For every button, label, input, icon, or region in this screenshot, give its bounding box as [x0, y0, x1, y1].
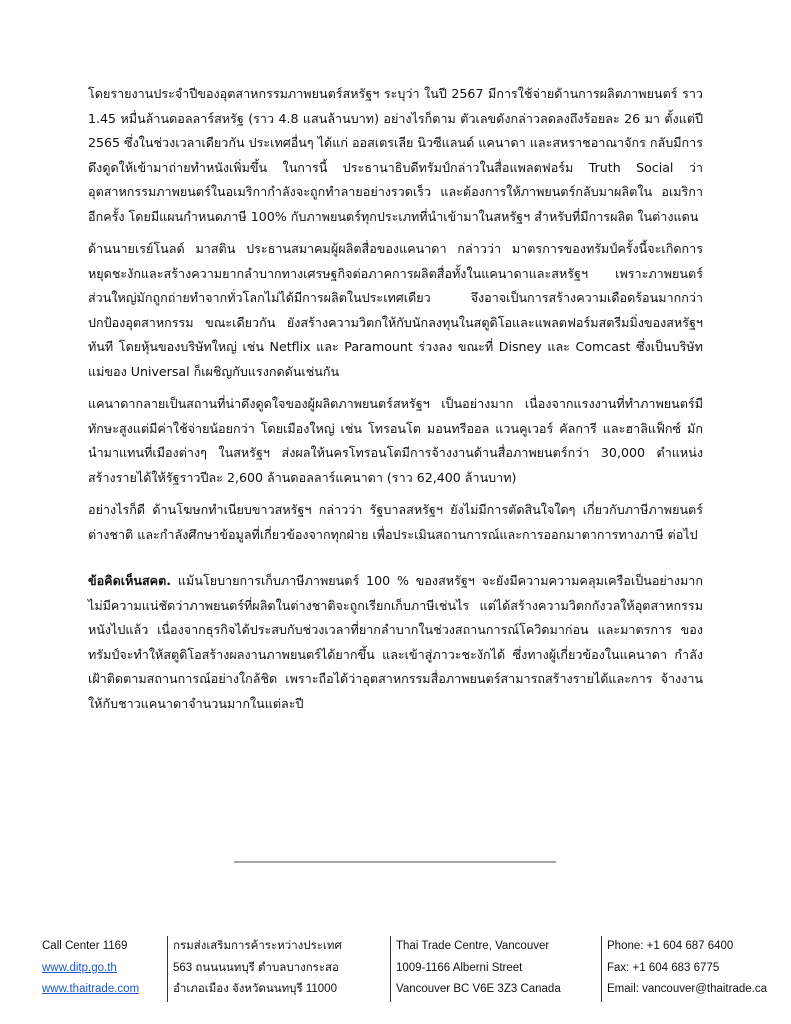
ditp-link[interactable]: www.ditp.go.th [42, 961, 117, 974]
section-divider [234, 861, 556, 863]
paragraph-3: แคนาดากลายเป็นสถานที่น่าดึงดูดใจของผู้ผลิตภาพยนตร์สหรัฐฯ เป็นอย่างมาก เนื่องจากแรงงานที่ทำภาพยนตร์มี ทักษะสูงแต่มีค่าใช้จ่ายน้อยกว่า โดยเมืองใหญ่ เช่น โทรอนโต มอนทรีออล แวนคูเวอร์ คัลการี และฮาลิแฟ็กซ์ มัก นำมาแทนที่เมืองต่างๆ ในสหรัฐฯ ส่งผลให้นครโทรอนโตมีการจ้างงานด้านสื่อภาพยนตร์กว่า 30,000 ตำแหน่ง สร้างรายได้ให้รัฐราวปีละ 2,600 ล้านดอลลาร์แคนาดา (ราว 62,400 ล้านบาท) [88, 396, 703, 485]
footer-department-column [167, 936, 342, 1002]
comment-label: ข้อคิดเห็นสคต. [88, 573, 172, 588]
paragraph-1: โดยรายงานประจำปีของอุตสาหกรรมภาพยนตร์สหรัฐฯ ระบุว่า ในปี 2567 มีการใช้จ่ายด้านการผลิตภาพยนตร์ ราว 1.45 หมื่นล้านดอลลาร์สหรัฐ (ราว 4.8 แสนล้านบาท) อย่างไรก็ตาม ตัวเลขดังกล่าวลดลงถึงร้อยละ 26 มา ตั้งแต่ปี 2565 ซึ่งในช่วงเวลาเดียวกัน ประเทศอื่นๆ ได้แก่ ออสเตรเลีย นิวซีแลนด์ แคนาดา และสหราชอาณาจักร กลับมีการดึงดูดให้เข้ามาถ่ายทำหนังเพิ่มขึ้น ในการนี้ ประธานาธิบดีทรัมป์กล่าวในสื่อแพลตฟอร์ม Truth Social ว่า อุตสาหกรรมภาพยนตร์ในอเมริกากำลังจะถูกทำลายอย่างรวดเร็ว และต้องการให้ภาพยนตร์กลับมาผลิตใน อเมริกาอีกครั้ง โดยมีแผนกำหนดภาษี 100% กับภาพยนตร์ทุกประเภทที่นำเข้ามาในสหรัฐฯ สำหรับที่มีการผลิต ในต่างแดน [88, 86, 703, 224]
department-name: กรมส่งเสริมการค้าระหว่างประเทศ [173, 940, 342, 952]
phone-text: Phone: +1 604 687 6400 [607, 940, 734, 952]
call-center-text: Call Center 1169 [42, 940, 128, 952]
paragraph-2: ด้านนายเรย์โนลด์ มาสติน ประธานสมาคมผู้ผลิตสื่อของแคนาดา กล่าวว่า มาตรการของทรัมป์ครั้งนี้จะเกิดการ หยุดชะงักและสร้างความยากลำบากทางเศรษฐกิจต่อภาคการผลิตสื่อทั้งในแคนาดาและสหรัฐฯ เพราะภาพยนตร์ ส่วนใหญ่มักถูกถ่ายทำจากทั่วโลกไม่ได้มีการผลิตในประเทศเดียว จึงอาจเป็นการสร้างความเดือดร้อนมากกว่า ปกป้องอุตสาหกรรม ขณะเดียวกัน ยังสร้างความวิตกให้กับนักลงทุนในสตูดิโอและแพลตฟอร์มสตรีมมิ่งของสหรัฐฯ ทันที โดยหุ้นของบริษัทใหญ่ เช่น Netflix และ Paramount ร่วงลง ขณะที่ Disney และ Comcast ซึ่งเป็นบริษัท แม่ของ Universal ก็เผชิญกับแรงกดดันเช่นกัน [88, 241, 703, 379]
footer-office-column [390, 936, 561, 1002]
office-street: 1009-1166 Alberni Street [396, 961, 523, 974]
department-address-1: 563 ถนนนนทบุรี ตำบลบางกระสอ [173, 961, 339, 974]
page-footer [0, 936, 791, 1006]
paragraph-4: อย่างไรก็ดี ด้านโฆษกทำเนียบขาวสหรัฐฯ กล่าวว่า รัฐบาลสหรัฐฯ ยังไม่มีการตัดสินใจใดๆ เกี่ยวกับภาษีภาพยนตร์ ต่างชาติ และกำลังศึกษาข้อมูลที่เกี่ยวข้องจากทุกฝ่าย เพื่อประเมินสถานการณ์และการออกมาตาการทางภาษี ต่อไป [88, 502, 703, 542]
office-city: Vancouver BC V6E 3Z3 Canada [396, 983, 561, 995]
footer-contact-column [42, 936, 139, 1002]
thaitrade-link[interactable]: www.thaitrade.com [42, 983, 140, 995]
email-text: Email: vancouver@thaitrade.ca [607, 983, 767, 995]
comment-text: แม้นโยบายการเก็บภาษีภาพยนตร์ 100 % ของสหรัฐฯ จะยังมีความความคลุมเครือเป็นอย่างมาก ไม่มีความแน่ชัดว่าภาพยนตร์ที่ผลิตในต่างชาติจะถูกเรียกเก็บภาษีเช่นไร แต่ได้สร้างความวิตกกังวลให้อุตสาหกรรม หนังไปแล้ว เนื่องจากธุรกิจได้ประสบกับช่วงเวลาที่ยากลำบากในช่วงสถานการณ์โควิดมาก่อน และมาตรการ ของทรัมป์จะทำให้สตูดิโอสร้างผลงานภาพยนตร์ได้ยากขึ้น และเข้าสู่ภาวะชะงักได้ ซึ่งทางผู้เกี่ยวข้องในแคนาดา กำลังเฝ้าติดตามสถานการณ์อย่างใกล้ชิด เพราะถือได้ว่าอุตสาหกรรมสื่อภาพยนตร์สามารถสร้างรายได้และการ จ้างงานให้กับชาวแคนาดาจำนวนมากในแต่ละปี [88, 573, 703, 711]
article-body [88, 82, 703, 724]
department-address-2: อำเภอเมือง จังหวัดนนทบุรี 11000 [173, 983, 337, 995]
office-name: Thai Trade Centre, Vancouver [396, 940, 550, 952]
footer-phone-column [601, 936, 767, 1002]
fax-text: Fax: +1 604 683 6775 [607, 961, 720, 974]
comment-paragraph [88, 569, 703, 716]
